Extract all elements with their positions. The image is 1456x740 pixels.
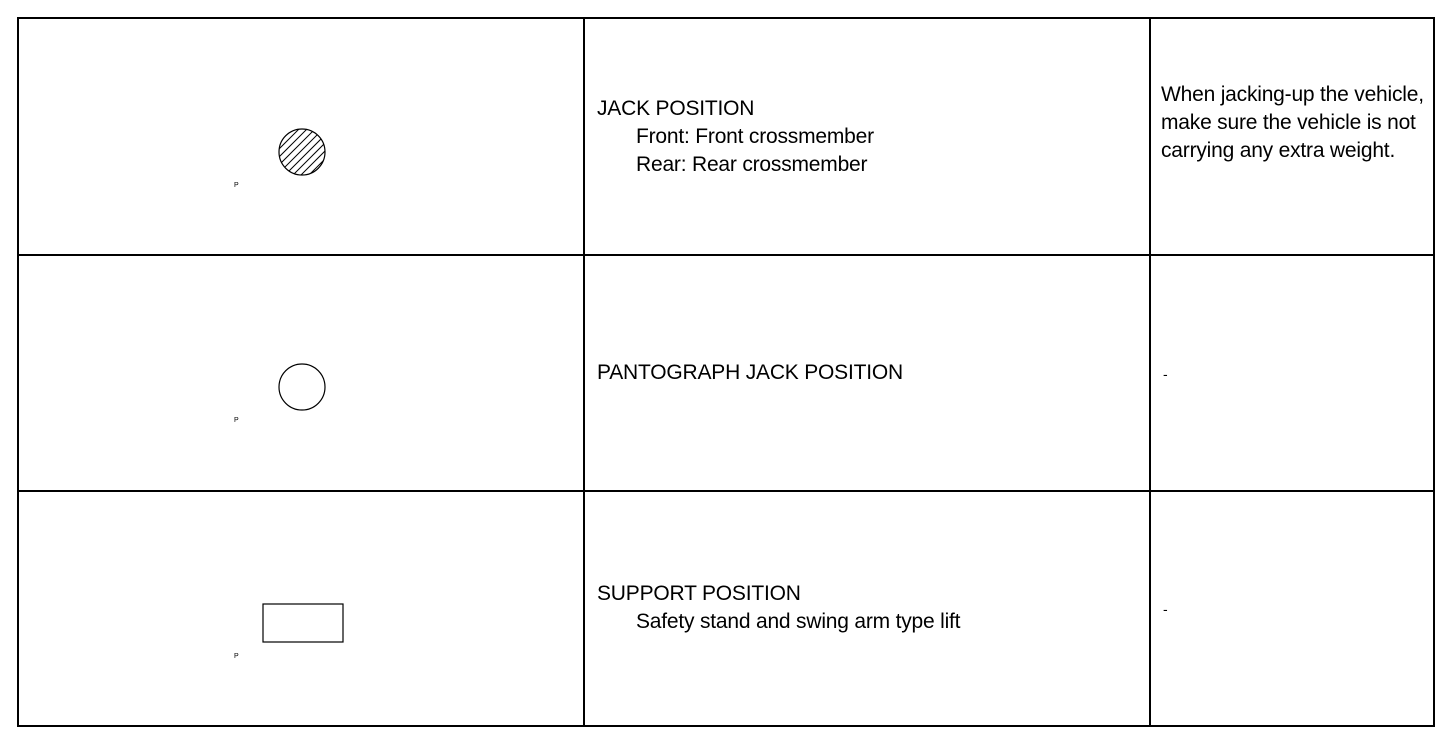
description-cell [585,19,1151,254]
row-detail: Safety stand and swing arm type lift [636,610,961,633]
row-note: - [1163,366,1168,382]
description-cell [585,492,1151,725]
rectangle-icon [19,492,583,725]
row-note: - [1163,601,1168,617]
symbol-cell [19,492,585,725]
row-title: JACK POSITION [597,97,755,120]
row-detail: Rear: Rear crossmember [636,153,868,176]
note-cell [1151,256,1433,490]
table-row [19,19,1433,256]
row-note: When jacking-up the vehicle, make sure the vehicle is not carrying any extra weight. [1161,83,1424,162]
table-row [19,492,1433,725]
jack-position-legend-table [17,17,1435,727]
description-cell [585,256,1151,490]
symbol-cell [19,19,585,254]
row-title: SUPPORT POSITION [597,582,801,605]
open-circle-icon [19,256,583,490]
p-marker: P [234,417,239,424]
row-detail: Front: Front crossmember [636,125,874,148]
hatched-circle-icon [19,19,583,254]
p-marker: P [234,653,239,660]
p-marker: P [234,182,239,189]
row-title: PANTOGRAPH JACK POSITION [597,361,903,384]
symbol-cell [19,256,585,490]
table-row [19,256,1433,492]
note-cell [1151,19,1433,254]
note-cell [1151,492,1433,725]
